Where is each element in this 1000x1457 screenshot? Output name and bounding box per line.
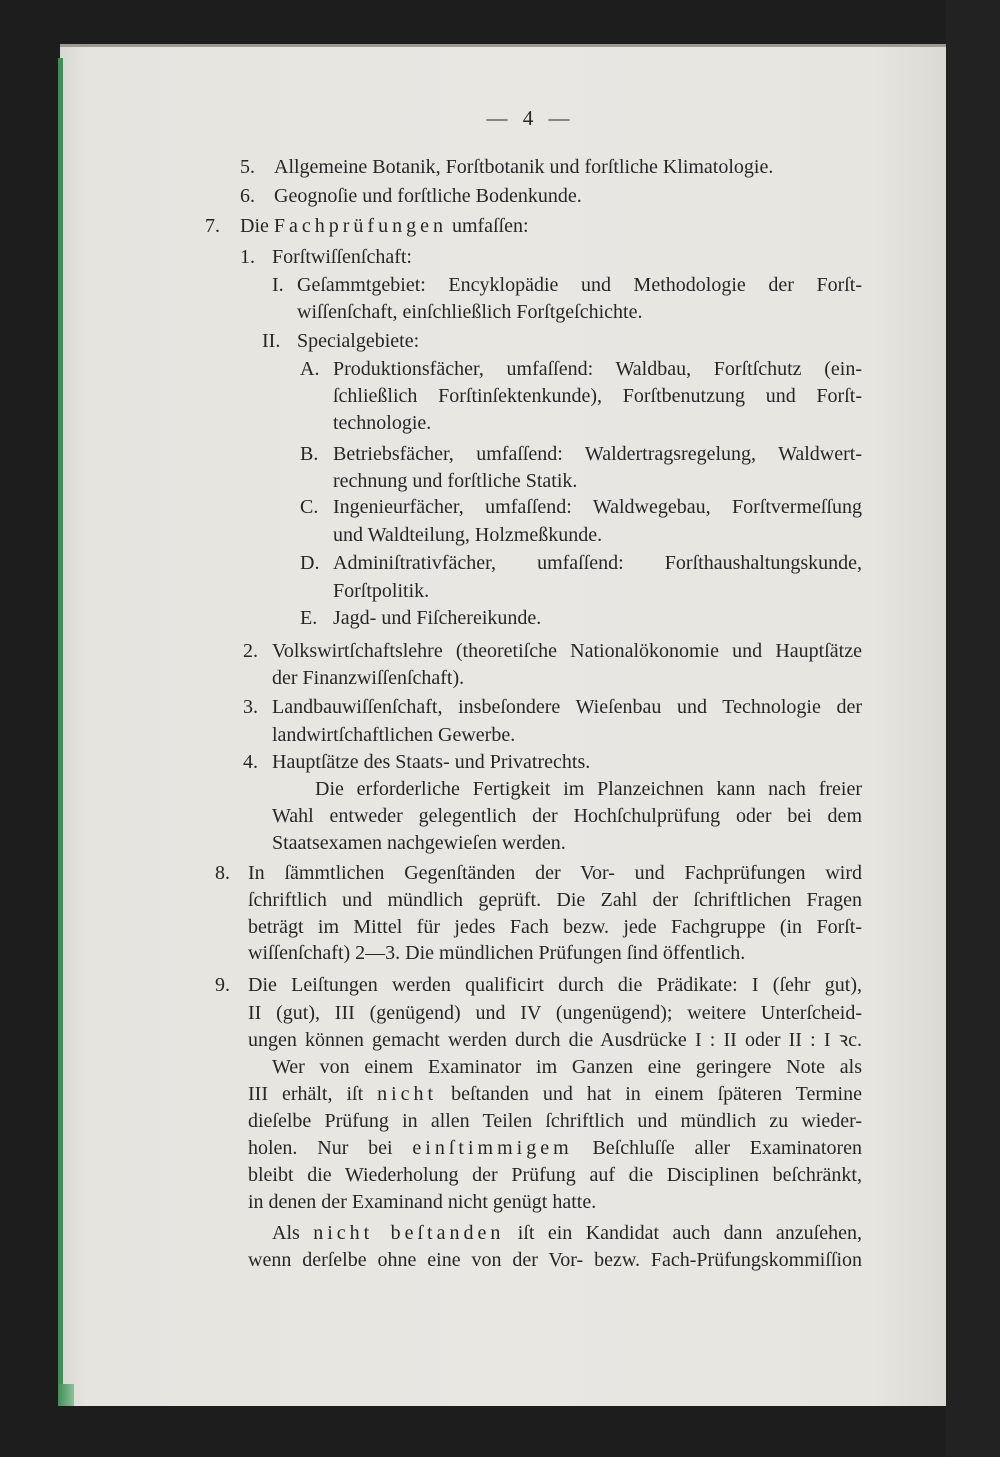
text-line: in denen der Examinand nicht genügt hatte. [248, 1191, 597, 1213]
text-line [272, 1220, 862, 1246]
text-line: Wahl entweder gelegentlich der Hochſchulprüfung oder bei dem [272, 805, 862, 827]
text-line: Hauptſätze des Staats- und Privatrechts. [272, 751, 591, 773]
text-line: Specialgebiete: [297, 330, 420, 352]
text-line: II (gut), III (genügend) und IV (ungenügend); weitere Unterſcheid- [248, 1002, 862, 1024]
text-line: dieſelbe Prüfung in allen Teilen ſchriftlich und mündlich zu wieder- [248, 1110, 862, 1132]
line-text: Als [272, 1222, 314, 1244]
item-number: 9. [215, 974, 230, 996]
emphasized-text: Fachprüfungen [273, 215, 447, 237]
item-number: 8. [215, 862, 230, 884]
line-text: umfaſſen: [446, 215, 529, 237]
page-binding-foot [58, 1384, 74, 1406]
text-line: Ingenieurfächer, umfaſſend: Waldwegebau, Forſtvermeſſung [333, 496, 862, 518]
text-line: technologie. [333, 412, 432, 434]
text-line: wenn derſelbe ohne eine von der Vor- bezw. Fach-Prüfungskommiſſion [248, 1249, 862, 1271]
item-number: I. [272, 274, 284, 296]
text-line: Forſtpolitik. [333, 580, 430, 602]
text-line: Die erforderliche Fertigkeit im Planzeichnen kann nach freier [315, 778, 862, 800]
text-line: In ſämmtlichen Gegenſtänden der Vor- und Fachprüfungen wird [248, 862, 862, 884]
text-line: beträgt im Mittel für jedes Fach bezw. jede Fachgruppe (in Forſt- [248, 916, 862, 938]
item-number: 3. [243, 696, 258, 718]
text-line: und Waldteilung, Holzmeßkunde. [333, 524, 603, 546]
text-line: der Finanzwiſſenſchaft). [272, 667, 465, 689]
text-line: Landbauwiſſenſchaft, insbeſondere Wieſenbau und Technologie der [272, 696, 862, 718]
emphasized-text: nicht beſtanden [313, 1222, 505, 1244]
item-number: D. [300, 552, 320, 574]
text-line: Allgemeine Botanik, Forſtbotanik und forſtliche Klimatologie. [274, 156, 774, 178]
scan-border-right [946, 0, 1000, 1457]
text-line [248, 1081, 862, 1107]
text-line: Geſammtgebiet: Encyklopädie und Methodologie der Forſt- [297, 274, 862, 296]
item-number: A. [300, 358, 320, 380]
text-line: wiſſenſchaft) 2—3. Die mündlichen Prüfungen ſind öffentlich. [248, 942, 746, 964]
emphasized-text: einſtimmigem [412, 1137, 573, 1159]
text-line: Jagd- und Fiſchereikunde. [333, 607, 542, 629]
text-line: landwirtſchaftlichen Gewerbe. [272, 724, 516, 746]
item-number: E. [300, 607, 318, 629]
item-number: 7. [205, 215, 220, 237]
text-line: Forſtwiſſenſchaft: [272, 246, 412, 268]
text-line: ſchriftlich und mündlich geprüft. Die Zahl der ſchriftlichen Fragen [248, 889, 862, 911]
text-line: bleibt die Wiederholung der Prüfung auf die Disciplinen beſchränkt, [248, 1164, 862, 1186]
line-text: III erhält, iſt [248, 1083, 378, 1105]
text-line: Adminiſtrativfächer, umfaſſend: Forſthaushaltungskunde, [333, 552, 862, 574]
text-line: Geognoſie und forſtliche Bodenkunde. [274, 185, 582, 207]
text-line [248, 1135, 862, 1161]
text-line: rechnung und forſtliche Statik. [333, 470, 578, 492]
text-line: Die Leiſtungen werden qualificirt durch die Prädikate: I (ſehr gut), [248, 974, 862, 996]
emphasized-text: nicht [377, 1083, 438, 1105]
line-text: beſtanden und hat in einem ſpäteren Termine [437, 1083, 862, 1105]
item-number: C. [300, 496, 319, 518]
text-line: Betriebsfächer, umfaſſend: Waldertragsregelung, Waldwert- [333, 443, 862, 465]
item-number: 4. [243, 751, 258, 773]
page-top-edge [60, 44, 946, 47]
text-line: Staatsexamen nachgewieſen werden. [272, 832, 566, 854]
item-number: B. [300, 443, 319, 465]
text-line: Produktionsfächer, umfaſſend: Waldbau, Forſtſchutz (ein- [333, 358, 862, 380]
text-line [240, 213, 862, 239]
item-number: 1. [240, 246, 255, 268]
text-line: Wer von einem Examinator im Ganzen eine geringere Note als [272, 1056, 862, 1078]
text-line: wiſſenſchaft, einſchließlich Forſtgeſchichte. [297, 301, 643, 323]
line-text: Beſchluſſe aller Examinatoren [572, 1137, 862, 1159]
item-number: 6. [240, 185, 255, 207]
line-text: Die [240, 215, 274, 237]
item-number: 2. [243, 640, 258, 662]
item-number: II. [262, 330, 281, 352]
page-binding-edge [58, 58, 63, 1406]
item-number: 5. [240, 156, 255, 178]
text-line: Volkswirtſchaftslehre (theoretiſche Nationalökonomie und Hauptſätze [272, 640, 862, 662]
text-line: ungen können gemacht werden durch die Ausdrücke I : II oder II : I ꝛc. [248, 1029, 862, 1051]
line-text: holen. Nur bei [248, 1137, 413, 1159]
line-text: iſt ein Kandidat auch dann anzuſehen, [504, 1222, 862, 1244]
text-line: ſchließlich Forſtinſektenkunde), Forſtbenutzung und Forſt- [333, 385, 862, 407]
page-number: — 4 — [486, 106, 570, 130]
